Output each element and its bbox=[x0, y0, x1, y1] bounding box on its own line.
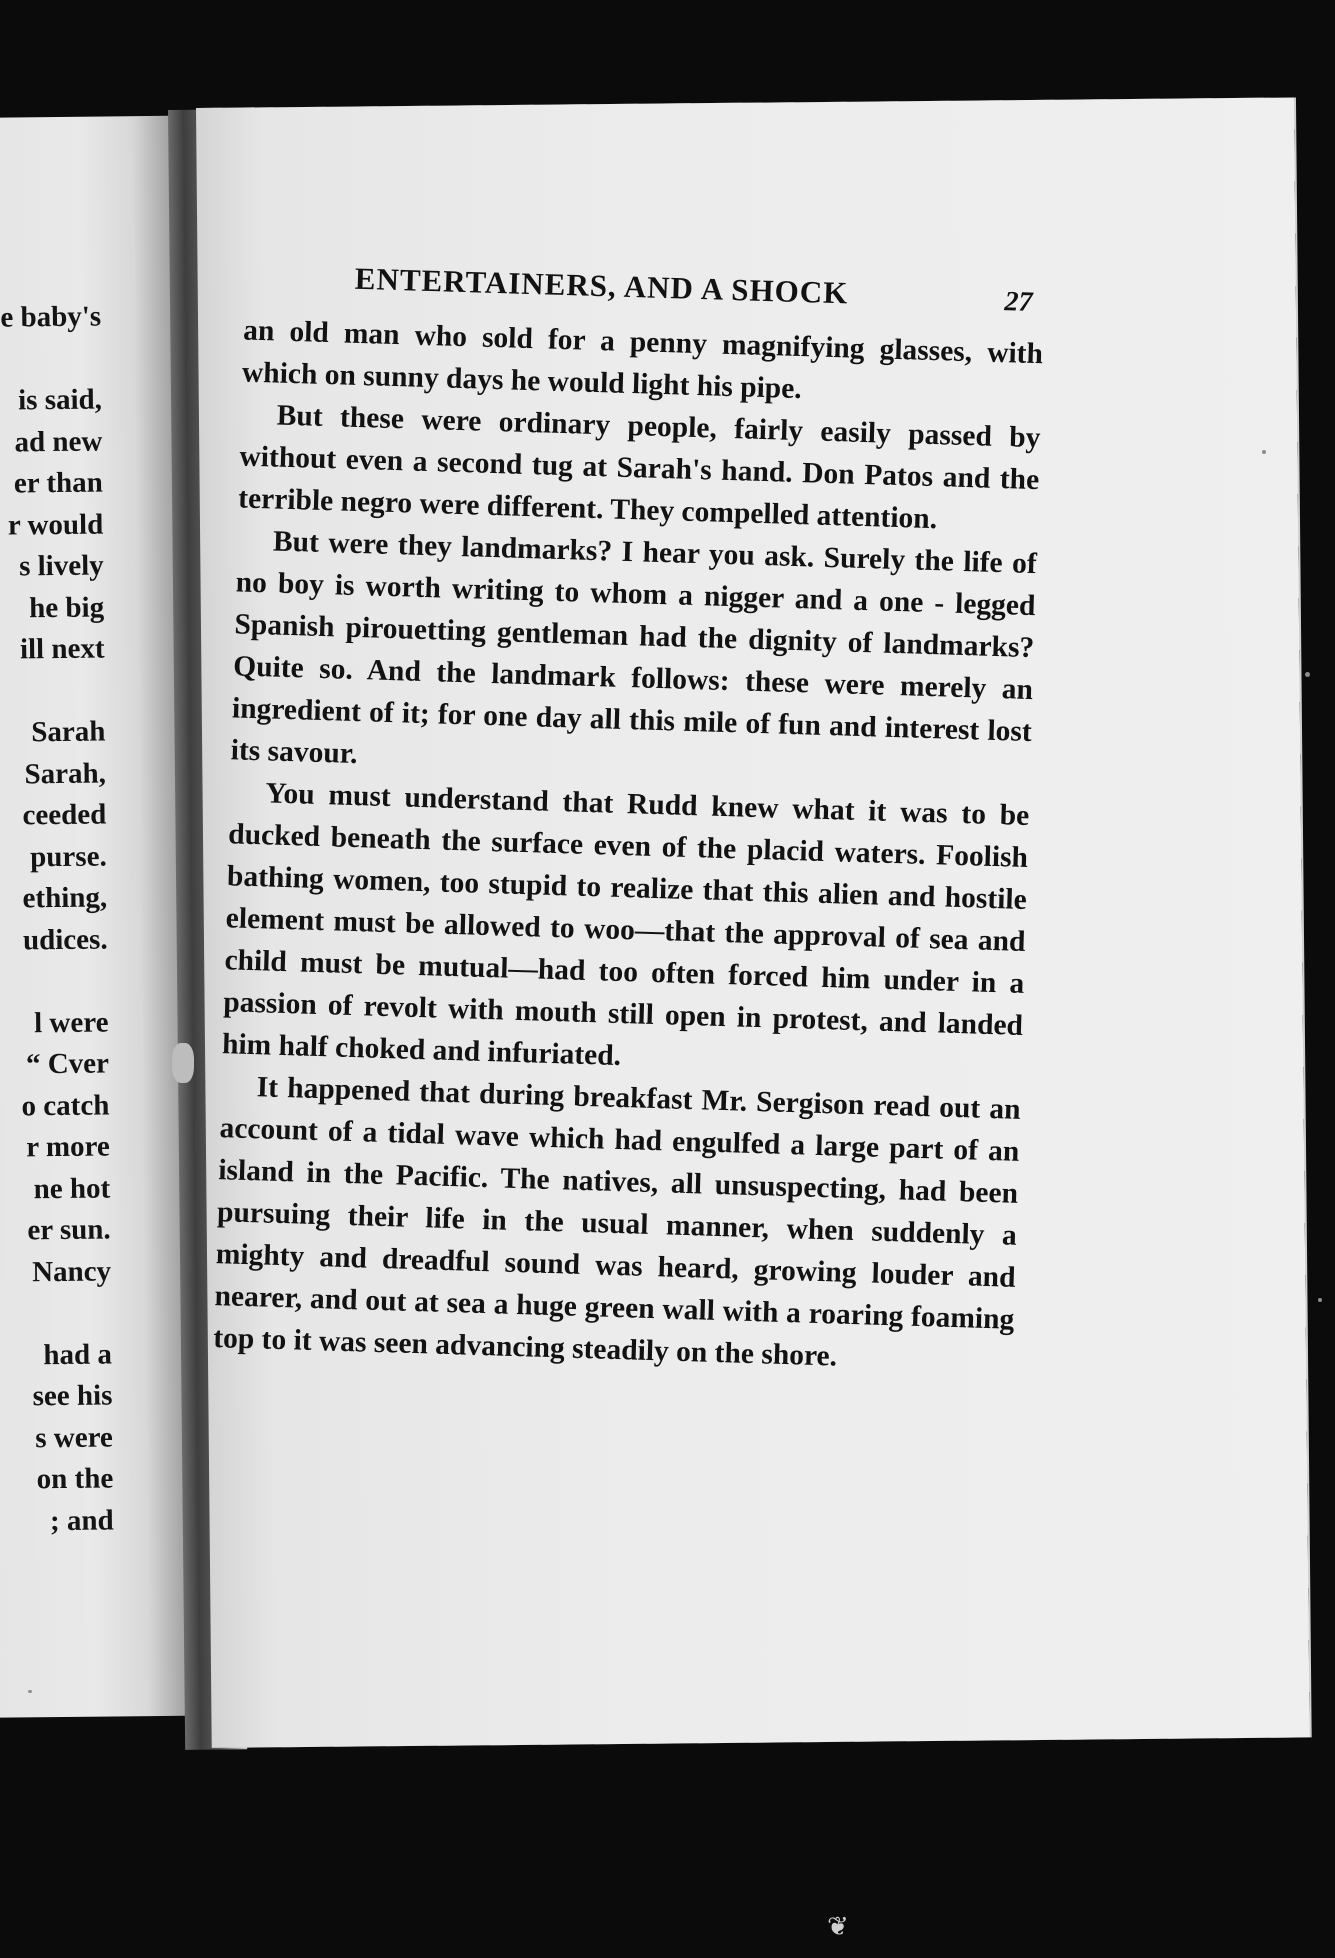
left-page-line bbox=[0, 338, 102, 382]
left-page-line: ad new bbox=[14, 425, 103, 458]
left-page-line bbox=[0, 670, 105, 714]
right-page bbox=[196, 97, 1310, 1747]
left-page-line: Sarah bbox=[31, 715, 106, 749]
running-title: ENTERTAINERS, AND A SHOCK bbox=[354, 260, 849, 311]
left-page-line: ething, bbox=[22, 881, 108, 915]
left-page-line bbox=[0, 960, 108, 1004]
paragraph-3: But were they landmarks? I hear you ask. Surely the life of no boy is worth writing to whom a nigger and a one - legged Spanish pirouetting gentleman had the dignity of landmarks? Quite so. And the landmark follows: these were merely an ingredient of it; for one day all this mile of fun and interest lost its savour. bbox=[230, 525, 1038, 771]
paragraph-5: It happened that during breakfast Mr. Sergison read out an account of a tidal wave which had engulfed a large part of an island in the Pacific. The natives, all unsuspecting, had been pursuing their life in the usual manner, when suddenly a mighty and dreadful sound was heard, growing louder and nearer, and out at sea a huge green wall with a roaring foaming top to it was seen advancing steadily on the shore. bbox=[212, 1071, 1021, 1373]
paragraph-4: You must understand that Rudd knew what it was to be ducked beneath the surface even of the placid waters. Foolish bathing women, too stupid to realize that this alien and hostile element must be allowed to woo—that the approval of sea and child must be mutual—had too often forced him under in a passion of revolt with mouth still open in protest, and landed him half choked and infuriated. bbox=[221, 777, 1030, 1073]
left-page-line: e baby's bbox=[0, 300, 102, 334]
paragraph-1: an old man who sold for a penny magnifying glasses, with which on sunny days he would light his pipe. bbox=[241, 314, 1044, 406]
left-page-line: on the bbox=[36, 1462, 114, 1496]
left-page-line: o catch bbox=[21, 1088, 110, 1122]
left-page-line: s were bbox=[35, 1420, 113, 1454]
scan-speck bbox=[1262, 450, 1266, 454]
scan-speck bbox=[172, 1043, 194, 1083]
left-page-line: he big bbox=[29, 591, 105, 624]
left-page-line: udices. bbox=[22, 923, 108, 956]
left-page-line: ill next bbox=[19, 632, 105, 666]
page-number: 27 bbox=[1004, 286, 1033, 318]
body-text bbox=[213, 310, 1044, 1383]
left-page-line: er than bbox=[13, 466, 103, 500]
scan-speck bbox=[28, 1690, 32, 1693]
left-facing-page bbox=[0, 116, 192, 1718]
page-content bbox=[213, 258, 1046, 1391]
left-page-line: Sarah, bbox=[24, 757, 107, 790]
left-page-line: ; and bbox=[49, 1503, 114, 1537]
scan-speck bbox=[1318, 1298, 1322, 1302]
left-page-line: l were bbox=[33, 1005, 109, 1039]
left-page-line: is said, bbox=[17, 383, 103, 417]
left-page-text-fragments bbox=[0, 297, 114, 1544]
left-page-line: ceeded bbox=[22, 798, 107, 832]
left-page-line: r would bbox=[7, 508, 104, 542]
left-page-line: “ Cver bbox=[25, 1047, 110, 1081]
left-page-line: had a bbox=[43, 1337, 113, 1371]
left-page-line: r more bbox=[26, 1130, 110, 1164]
left-page-line: er sun. bbox=[27, 1213, 111, 1247]
left-page-line: ne hot bbox=[33, 1171, 111, 1205]
bottom-ornament: ❦ bbox=[827, 1912, 849, 1942]
left-page-line bbox=[0, 1292, 112, 1336]
left-page-line: s lively bbox=[18, 549, 104, 583]
scan-speck bbox=[1305, 672, 1310, 677]
left-page-line: purse. bbox=[30, 840, 107, 873]
left-page-line: see his bbox=[32, 1379, 113, 1413]
paragraph-2: But these were ordinary people, fairly easily passed by without even a second tug at Sarah's hand. Don Patos and the terrible negro were different. They compelled attention. bbox=[237, 399, 1041, 536]
left-page-line: Nancy bbox=[31, 1254, 112, 1288]
